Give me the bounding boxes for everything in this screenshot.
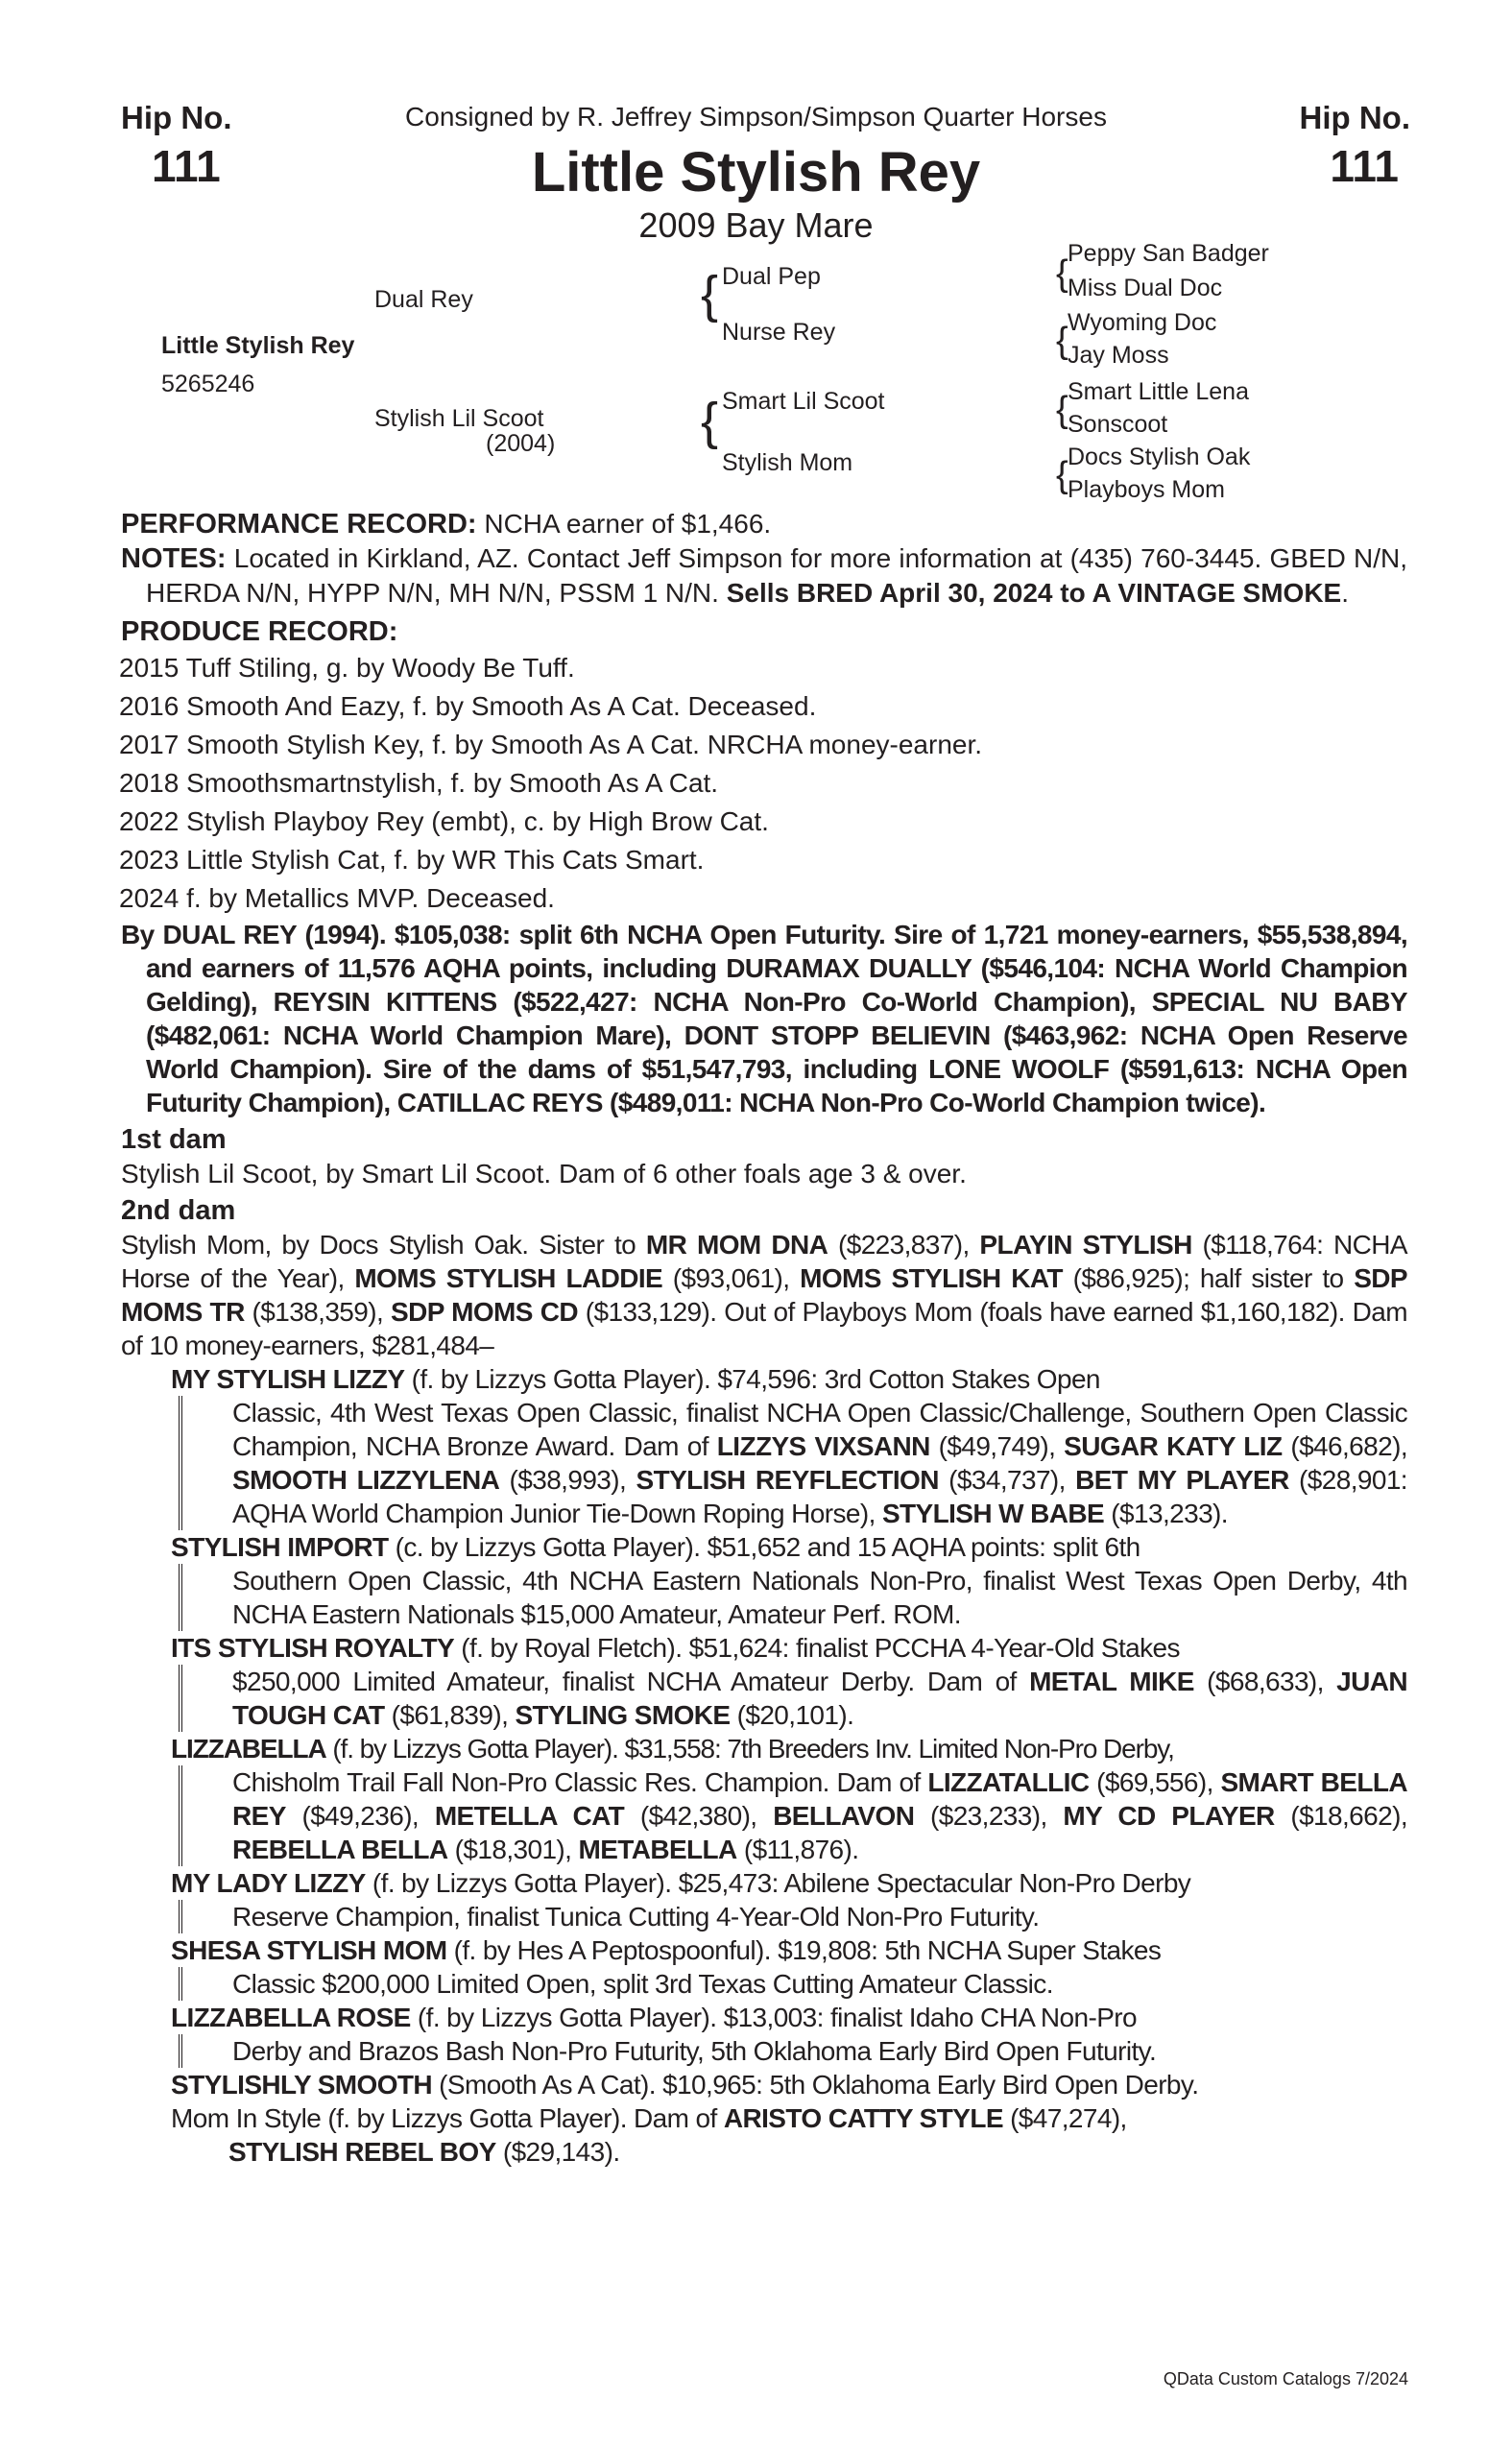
hip-label-right: Hip No. xyxy=(1299,100,1410,135)
horse-name: STYLISH REYFLECTION xyxy=(636,1465,939,1495)
horse-name: METAL MIKE xyxy=(1029,1667,1194,1696)
first-dam-label: 1st dam xyxy=(121,1124,227,1155)
text-run: ($49,749), xyxy=(929,1431,1065,1461)
pedigree-subject-reg: 5265246 xyxy=(161,371,255,397)
offspring-detail: Classic $200,000 Limited Open, split 3rd Texas Cutting Amateur Classic. xyxy=(179,1967,1407,2001)
pedigree-g5: Smart Little Lena xyxy=(1068,378,1249,405)
text-run: Stylish Mom, by Docs Stylish Oak. Sister to xyxy=(121,1230,646,1260)
catalog-body xyxy=(121,507,1407,2169)
produce-list xyxy=(119,649,1407,918)
horse-name: MOMS STYLISH LADDIE xyxy=(354,1263,663,1293)
pedigree-g3: Wyoming Doc xyxy=(1068,309,1217,336)
text-run: Classic, 4th West Texas Open Classic, finalist NCHA Open Classic/Challenge, Southern Open Classic Champion, NCHA Bronze Award. Dam of xyxy=(232,1398,1407,1461)
text-run: ($86,925); half sister to xyxy=(1062,1263,1355,1293)
text-run: ($69,556), xyxy=(1089,1767,1221,1797)
offspring-head xyxy=(171,2101,1407,2135)
pedigree-dam-sire: Smart Lil Scoot xyxy=(722,388,885,415)
text-run: ($11,876). xyxy=(736,1835,859,1864)
hip-number-left: 111 xyxy=(152,141,221,191)
offspring-entry xyxy=(171,1631,1407,1732)
performance-text: NCHA earner of $1,466. xyxy=(476,509,772,539)
hip-label-left: Hip No. xyxy=(121,100,232,135)
text-run: ($29,143). xyxy=(495,2137,620,2167)
performance-label: PERFORMANCE RECORD: xyxy=(121,509,477,540)
horse-name: BELLAVON xyxy=(773,1801,915,1831)
hip-number-right: 111 xyxy=(1330,141,1399,191)
produce-item: 2016 Smooth And Eazy, f. by Smooth As A Cat. Deceased. xyxy=(119,691,817,721)
text-run: ($49,236), xyxy=(285,1801,435,1831)
notes-end: . xyxy=(1341,578,1350,608)
pedigree-g8: Playboys Mom xyxy=(1068,476,1225,503)
text-run: ($118,764: NCHA Horse of the Year), xyxy=(121,1230,1407,1293)
horse-name: ARISTO CATTY STYLE xyxy=(723,2103,1003,2133)
horse-name: METABELLA xyxy=(578,1835,737,1864)
horse-name: LIZZYS VIXSANN xyxy=(716,1431,930,1461)
text-run: ($20,101). xyxy=(730,1700,854,1730)
offspring-detail: Derby and Brazos Bash Non-Pro Futurity, 5th Oklahoma Early Bird Open Futurity. xyxy=(179,2034,1407,2068)
text-run: ($28,901: AQHA World Champion Junior Tie-Down Roping Horse), xyxy=(232,1465,1407,1528)
horse-name: SMART BELLA REY xyxy=(232,1767,1407,1831)
offspring-entry xyxy=(171,2068,1407,2101)
pedigree-brace: { xyxy=(1056,253,1068,294)
horse-name: REBELLA BELLA xyxy=(232,1835,448,1864)
second-dam-label: 2nd dam xyxy=(121,1195,236,1226)
notes-bred-info: Sells BRED April 30, 2024 to A VINTAGE SMOKE xyxy=(726,578,1342,608)
offspring-head xyxy=(171,1732,1407,1765)
text-run: (f. by Lizzys Gotta Player). $74,596: 3rd Cotton Stakes Open xyxy=(404,1364,1100,1394)
catalog-footer: QData Custom Catalogs 7/2024 xyxy=(1163,2369,1408,2388)
horse-name: MR MOM DNA xyxy=(645,1230,828,1260)
text-run: ($46,682), xyxy=(1282,1431,1408,1461)
pedigree-sire-sire: Dual Pep xyxy=(722,263,821,290)
pedigree-g6: Sonscoot xyxy=(1068,411,1168,438)
text-run: ($34,737), xyxy=(938,1465,1076,1495)
horse-name: MY CD PLAYER xyxy=(1063,1801,1275,1831)
sire-paragraph: By DUAL REY (1994). $105,038: split 6th NCHA Open Futurity. Sire of 1,721 money-earners, $55,538,894, and earners of 11,576 AQHA points, including DURAMAX DUALLY ($546,104: NCHA World Champion Gelding), REYSIN KITTENS ($522,427: NCHA Non-Pro Co-World Champion), SPECIAL NU BABY ($482,061: NCHA World Champion Mare), DONT STOPP BELIEVIN ($463,962: NCHA Open Reserve World Champion). Sire of the dams of $51,547,793, including LONE WOOLF ($591,613: NCHA Open Futurity Champion), CATILLAC REYS ($489,011: NCHA Non-Pro Co-World Champion twice). xyxy=(121,920,1407,1117)
horse-name: JUAN TOUGH CAT xyxy=(232,1667,1407,1730)
text-run: ($18,301), xyxy=(447,1835,579,1864)
text-run: ($61,839), xyxy=(384,1700,516,1730)
horse-name: STYLING SMOKE xyxy=(515,1700,731,1730)
pedigree-g7: Docs Stylish Oak xyxy=(1068,444,1251,470)
offspring-detail: Southern Open Classic, 4th NCHA Eastern Nationals Non-Pro, finalist West Texas Open Derby, 4th NCHA Eastern Nationals $15,000 Amateur, Amateur Perf. ROM. xyxy=(179,1564,1407,1631)
pedigree-brace: { xyxy=(701,393,719,450)
consignor: Consigned by R. Jeffrey Simpson/Simpson Quarter Horses xyxy=(405,102,1107,132)
pedigree-brace: { xyxy=(1056,455,1068,495)
offspring-entry xyxy=(171,1530,1407,1631)
first-dam-text: Stylish Lil Scoot, by Smart Lil Scoot. Dam of 6 other foals age 3 & over. xyxy=(121,1159,967,1188)
horse-name: STYLISH REBEL BOY xyxy=(228,2137,496,2167)
notes xyxy=(121,541,1407,610)
offspring-name: MY LADY LIZZY xyxy=(171,1868,366,1898)
text-run: ($13,233). xyxy=(1104,1499,1228,1528)
horse-name: LIZZATALLIC xyxy=(927,1767,1090,1797)
offspring-detail xyxy=(179,1765,1407,1866)
text-run: ($223,837), xyxy=(828,1230,980,1260)
notes-label: NOTES: xyxy=(121,543,227,574)
text-run: $250,000 Limited Amateur, finalist NCHA Amateur Derby. Dam of xyxy=(232,1667,1030,1696)
produce-item: 2024 f. by Metallics MVP. Deceased. xyxy=(119,883,555,913)
pedigree-g4: Jay Moss xyxy=(1068,342,1169,369)
pedigree-brace: { xyxy=(1056,390,1068,430)
horse-name-title: Little Stylish Rey xyxy=(531,141,981,204)
horse-subtitle: 2009 Bay Mare xyxy=(638,205,874,245)
text-run: ($42,380), xyxy=(624,1801,774,1831)
text-run: (Smooth As A Cat). $10,965: 5th Oklahoma Early Bird Open Derby. xyxy=(432,2070,1199,2100)
offspring-name: MY STYLISH LIZZY xyxy=(171,1364,405,1394)
offspring-head xyxy=(171,1362,1407,1396)
offspring-entry xyxy=(171,1362,1407,1530)
pedigree-dam-dam: Stylish Mom xyxy=(722,449,853,476)
pedigree-brace: { xyxy=(1056,321,1068,361)
offspring-head xyxy=(171,2001,1407,2034)
text-run: Chisholm Trail Fall Non-Pro Classic Res. Champion. Dam of xyxy=(232,1767,928,1797)
offspring-entry xyxy=(171,1732,1407,1866)
pedigree-sire: Dual Rey xyxy=(374,286,473,313)
offspring-detail: Reserve Champion, finalist Tunica Cutting 4-Year-Old Non-Pro Futurity. xyxy=(179,1900,1407,1933)
text-run: ($23,233), xyxy=(914,1801,1064,1831)
produce-item: 2017 Smooth Stylish Key, f. by Smooth As A Cat. NRCHA money-earner. xyxy=(119,730,983,759)
pedigree-subject: Little Stylish Rey xyxy=(161,332,355,359)
offspring-name: SHESA STYLISH MOM xyxy=(171,1935,447,1965)
offspring-detail xyxy=(171,2135,1407,2169)
horse-name: SMOOTH LIZZYLENA xyxy=(232,1465,500,1495)
text-run: (f. by Lizzys Gotta Player). $31,558: 7th Breeders Inv. Limited Non-Pro Derby, xyxy=(325,1734,1174,1764)
text-run: (c. by Lizzys Gotta Player). $51,652 and 15 AQHA points: split 6th xyxy=(388,1532,1140,1562)
horse-name: METELLA CAT xyxy=(434,1801,625,1831)
produce-item: 2015 Tuff Stiling, g. by Woody Be Tuff. xyxy=(119,653,575,683)
produce-item: 2018 Smoothsmartnstylish, f. by Smooth As A Cat. xyxy=(119,768,719,798)
text-run: (f. by Royal Fletch). $51,624: finalist PCCHA 4-Year-Old Stakes xyxy=(454,1633,1180,1663)
horse-name: STYLISH W BABE xyxy=(881,1499,1105,1528)
horse-name: BET MY PLAYER xyxy=(1075,1465,1289,1495)
offspring-list xyxy=(171,1362,1407,2169)
pedigree-g2: Miss Dual Doc xyxy=(1068,275,1223,301)
performance-record xyxy=(121,507,1407,541)
text-run: ($47,274), xyxy=(1002,2103,1127,2133)
text-run: (f. by Hes A Peptospoonful). $19,808: 5th NCHA Super Stakes xyxy=(446,1935,1162,1965)
text-run: ($133,129). Out of Playboys Mom (foals have earned $1,160,182). Dam of 10 money-earners, $281,484– xyxy=(121,1297,1407,1360)
pedigree-brace: { xyxy=(701,266,719,324)
produce-item: 2023 Little Stylish Cat, f. by WR This Cats Smart. xyxy=(119,845,705,875)
offspring-name: STYLISH IMPORT xyxy=(171,1532,389,1562)
offspring-head xyxy=(171,1933,1407,1967)
offspring-name: LIZZABELLA xyxy=(171,1734,326,1764)
text-run: (f. by Lizzys Gotta Player). $25,473: Abilene Spectacular Non-Pro Derby xyxy=(365,1868,1191,1898)
text-run: Mom In Style (f. by Lizzys Gotta Player). Dam of xyxy=(171,2103,724,2133)
horse-name: MOMS STYLISH KAT xyxy=(800,1263,1063,1293)
text-run: (f. by Lizzys Gotta Player). $13,003: finalist Idaho CHA Non-Pro xyxy=(410,2003,1137,2032)
offspring-name: STYLISHLY SMOOTH xyxy=(171,2070,432,2100)
produce-item: 2022 Stylish Playboy Rey (embt), c. by High Brow Cat. xyxy=(119,806,769,836)
pedigree-g1: Peppy San Badger xyxy=(1068,240,1269,267)
pedigree-dam-year: (2004) xyxy=(486,430,556,457)
notes-text: Located in Kirkland, AZ. Contact Jeff Simpson for more information at (435) 760-3445. GBED N/N, HERDA N/N, HYPP N/N, MH N/N, PSSM 1 N/N. xyxy=(146,543,1407,608)
text-run: ($93,061), xyxy=(662,1263,801,1293)
produce-label: PRODUCE RECORD: xyxy=(121,616,398,647)
offspring-head xyxy=(171,1631,1407,1665)
offspring-name: ITS STYLISH ROYALTY xyxy=(171,1633,455,1663)
offspring-head xyxy=(171,1530,1407,1564)
offspring-name: LIZZABELLA ROSE xyxy=(171,2003,411,2032)
horse-name: SUGAR KATY LIZ xyxy=(1064,1431,1283,1461)
offspring-entry xyxy=(171,1866,1407,1933)
horse-name: SDP MOMS CD xyxy=(391,1297,578,1327)
horse-name: SDP MOMS TR xyxy=(121,1263,1407,1327)
text-run: ($68,633), xyxy=(1193,1667,1337,1696)
offspring-detail xyxy=(179,1396,1407,1530)
pedigree-dam: Stylish Lil Scoot xyxy=(374,405,544,432)
offspring-entry xyxy=(171,2101,1407,2169)
text-run: ($18,662), xyxy=(1274,1801,1408,1831)
offspring-entry xyxy=(171,2001,1407,2068)
text-run: ($38,993), xyxy=(499,1465,636,1495)
text-run: ($138,359), xyxy=(244,1297,392,1327)
offspring-detail xyxy=(179,1665,1407,1732)
offspring-head xyxy=(171,1866,1407,1900)
offspring-entry xyxy=(171,1933,1407,2001)
horse-name: PLAYIN STYLISH xyxy=(979,1230,1192,1260)
second-dam-text xyxy=(121,1228,1407,1362)
pedigree-sire-dam: Nurse Rey xyxy=(722,319,836,346)
offspring-head xyxy=(171,2068,1407,2101)
